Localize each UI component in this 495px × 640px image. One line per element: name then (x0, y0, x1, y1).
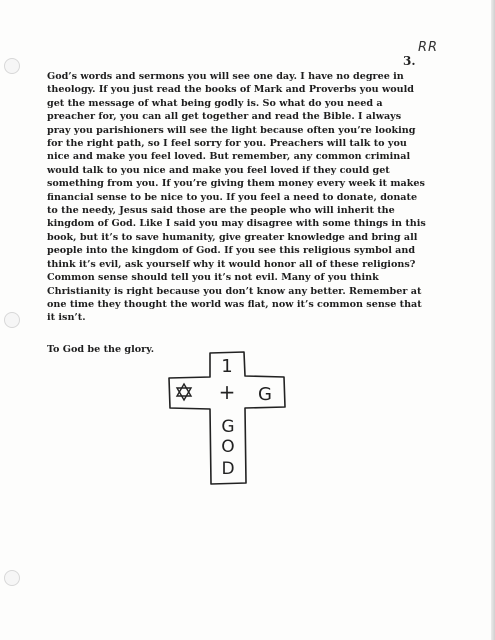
cross-letter-g: G (221, 417, 235, 437)
hand-drawn-cross (167, 350, 287, 486)
text-line: financial sense to be nice to you. If you feel a need to donate, donate (47, 191, 418, 203)
text-line: theology. If you just read the books of Mark and Proverbs you would (47, 84, 414, 96)
text-line: would talk to you nice and make you feel loved if they could get (47, 164, 390, 176)
text-line: pray you parishioners will see the light because often you’re looking (47, 124, 416, 136)
text-line: get the message of what being godly is. So what do you need a (47, 97, 383, 109)
punch-hole (4, 58, 20, 74)
text-line: people into the kingdom of God. If you see this religious symbol and (47, 245, 416, 257)
cross-center-plus: + (218, 380, 236, 404)
page-edge (491, 0, 495, 640)
handwritten-initials: RR (418, 40, 439, 55)
star-of-david-icon (177, 384, 191, 400)
punch-hole (4, 312, 20, 328)
text-line: book, but it’s to save humanity, give greater knowledge and bring all (47, 231, 418, 243)
punch-hole (4, 570, 20, 586)
text-line: preacher for, you can all get together and read the Bible. I always (47, 111, 402, 123)
text-line: to the needy, Jesus said those are the people who will inherit the (47, 205, 395, 217)
text-line: one time they thought the world was flat, now it’s common sense that (47, 298, 422, 310)
text-line: it isn’t. (47, 312, 86, 324)
text-line: something from you. If you’re giving them money every week it makes (47, 178, 425, 190)
cross-top-numeral: 1 (221, 356, 233, 377)
cross-letter-o: O (221, 437, 235, 457)
closing-line: To God be the glory. (47, 344, 155, 355)
cross-right-letter: G (258, 384, 272, 405)
text-line: God’s words and sermons you will see one day. I have no degree in (47, 71, 404, 82)
page-number: 3. (403, 54, 416, 68)
text-line: nice and make you feel loved. But remember, any common criminal (47, 151, 411, 163)
body-paragraph (47, 70, 447, 325)
text-line: Christianity is right because you don’t know any better. Remember at (47, 285, 422, 297)
text-line: Common sense should tell you it’s not evil. Many of you think (47, 272, 379, 284)
cross-letter-d: D (221, 459, 235, 479)
text-line: for the right path, so I feel sorry for you. Preachers will talk to you (47, 138, 407, 150)
text-line: kingdom of God. Like I said you may disagree with some things in this (47, 218, 426, 230)
text-line: think it’s evil, ask yourself why it would honor all of these religions? (47, 258, 416, 270)
